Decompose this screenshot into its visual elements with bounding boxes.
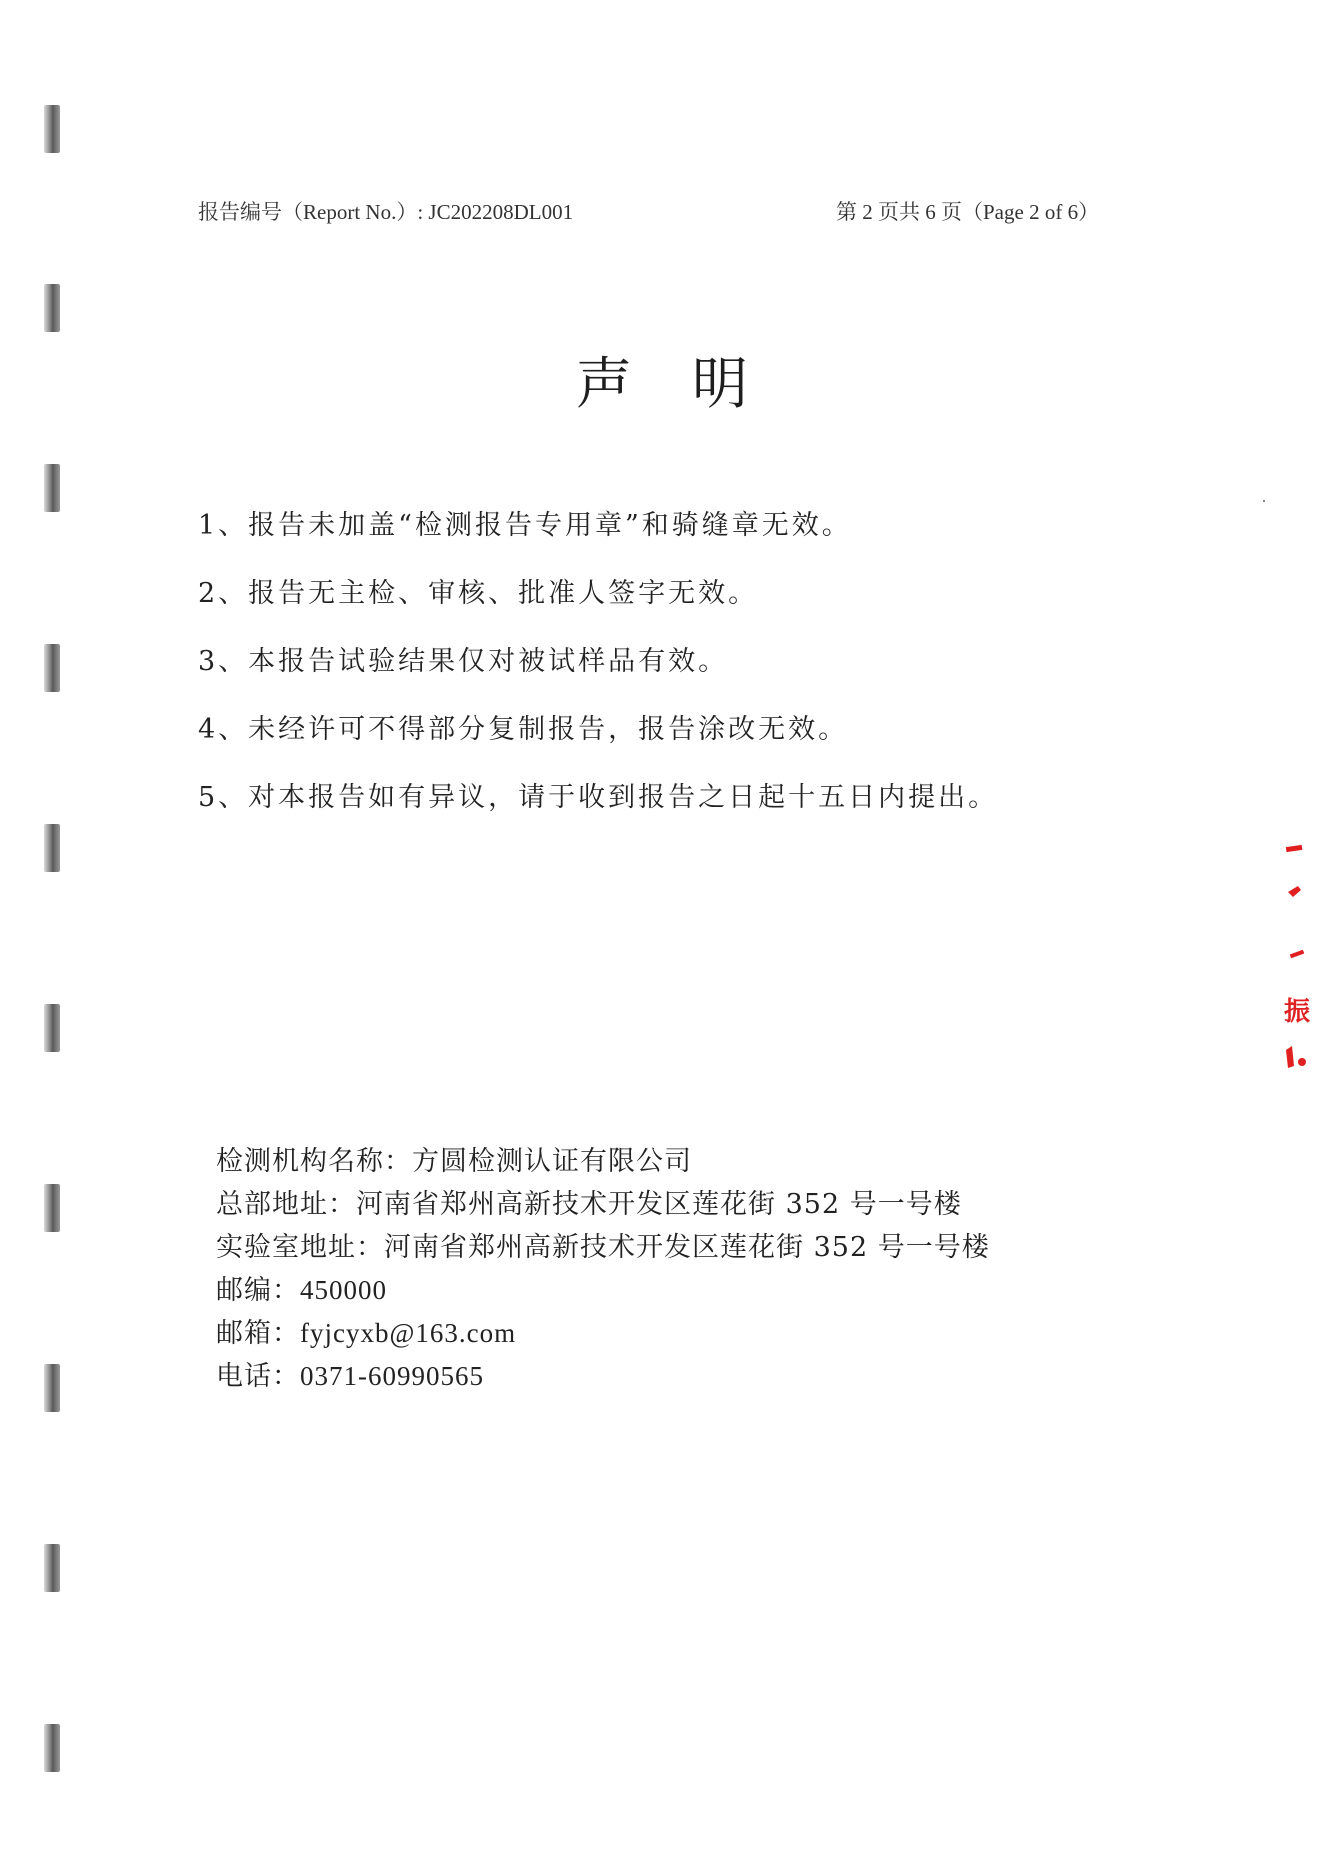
lab-address-value: 河南省郑州高新技术开发区莲花街 352 号一号楼 [384, 1232, 990, 1263]
lab-address-label: 实验室地址： [216, 1232, 384, 1263]
statement-item: 5、对本报告如有异议，请于收到报告之日起十五日内提出。 [198, 782, 999, 813]
binder-hole [44, 284, 60, 332]
phone-row [216, 1355, 990, 1398]
binder-hole [44, 1004, 60, 1052]
org-name-value: 方圆检测认证有限公司 [412, 1146, 692, 1177]
page-title: 声明 [576, 352, 808, 417]
org-name-row [216, 1140, 990, 1183]
email-row [216, 1312, 990, 1355]
binder-hole [44, 105, 60, 153]
statement-item: 4、未经许可不得部分复制报告，报告涂改无效。 [198, 714, 849, 745]
binder-hole [44, 824, 60, 872]
svg-text:振: 振 [1284, 997, 1311, 1027]
postcode-value: 450000 [300, 1275, 387, 1305]
phone-label: 电话： [216, 1361, 300, 1392]
binder-hole [44, 464, 60, 512]
postcode-row [216, 1269, 990, 1312]
report-number: 报告编号（Report No.）: JC202208DL001 [198, 200, 574, 224]
statement-item: 1、报告未加盖“检测报告专用章”和骑缝章无效。 [198, 510, 852, 541]
email-label: 邮箱： [216, 1318, 300, 1349]
email-value: fyjcyxb@163.com [300, 1318, 517, 1348]
phone-value: 0371-60990565 [300, 1361, 484, 1391]
statement-item: 2、报告无主检、审核、批准人签字无效。 [198, 578, 759, 609]
binder-hole [44, 1724, 60, 1772]
binder-hole [44, 1184, 60, 1232]
organization-info [216, 1140, 990, 1398]
postcode-label: 邮编： [216, 1275, 300, 1306]
page-indicator: 第 2 页共 6 页（Page 2 of 6） [836, 200, 1100, 224]
seam-seal-fragment [1282, 840, 1312, 1100]
scan-speck [1263, 500, 1265, 502]
hq-address-value: 河南省郑州高新技术开发区莲花街 352 号一号楼 [356, 1189, 962, 1220]
hq-address-row [216, 1183, 990, 1226]
binder-hole [44, 1544, 60, 1592]
org-name-label: 检测机构名称： [216, 1146, 412, 1177]
lab-address-row [216, 1226, 990, 1269]
binder-hole [44, 1364, 60, 1412]
hq-address-label: 总部地址： [216, 1189, 356, 1220]
statement-list [198, 492, 998, 832]
binder-hole [44, 644, 60, 692]
statement-item: 3、本报告试验结果仅对被试样品有效。 [198, 646, 729, 677]
